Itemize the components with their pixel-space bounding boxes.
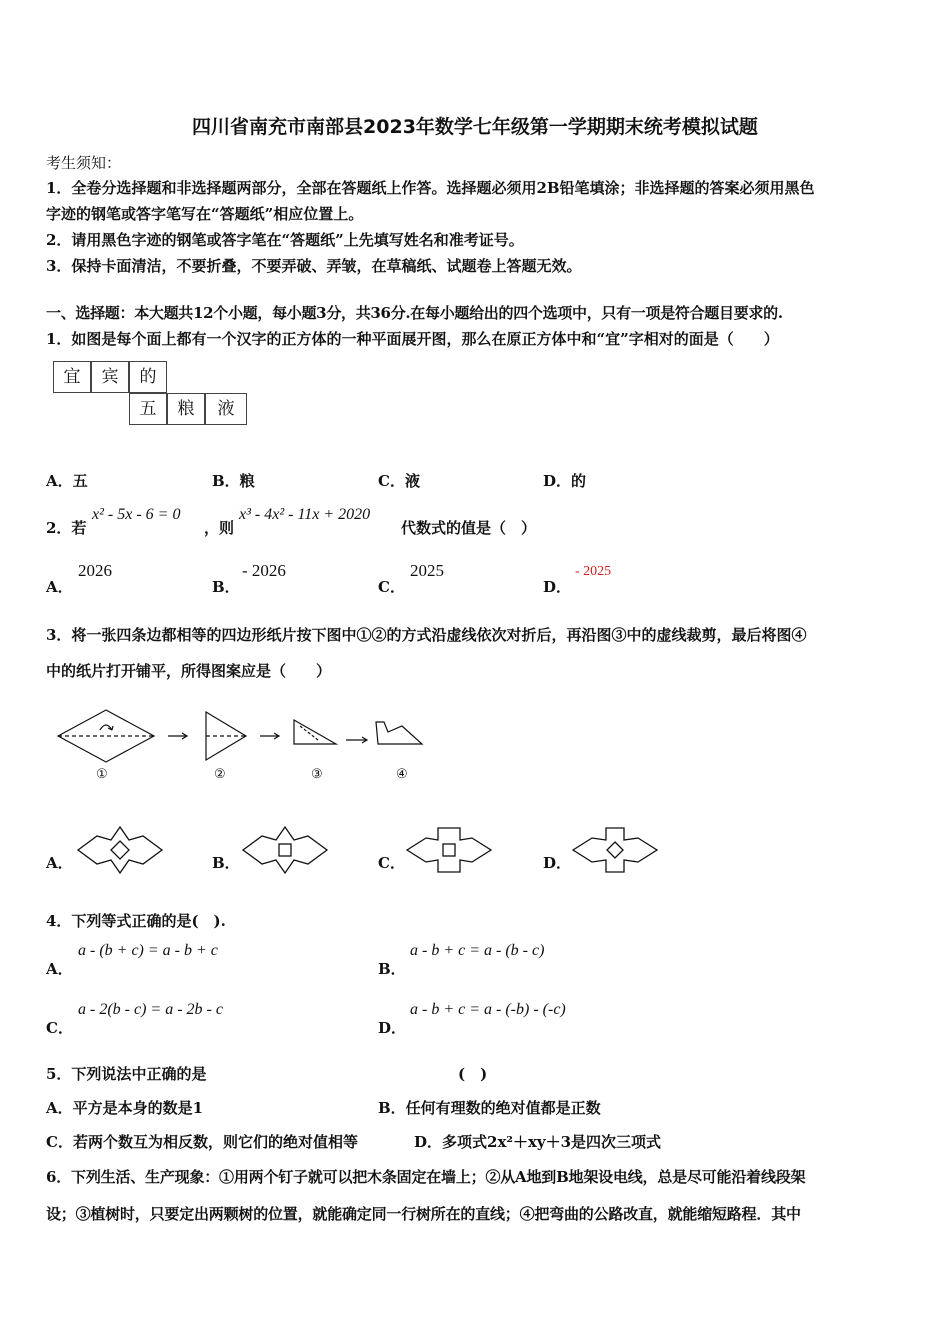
q2-expression: x³ - 4x² - 11x + 2020 [239, 506, 371, 523]
q6-stem-line2: 设；③植树时，只要定出两颗树的位置，就能确定同一行树所在的直线；④把弯曲的公路改直，就能缩短路程．其中 [46, 1205, 801, 1223]
q2-label-b[interactable]: B． [212, 578, 240, 596]
q4-label-c[interactable]: C． [46, 1019, 73, 1037]
net-cell: 宜 [53, 361, 91, 393]
q2-value-d: - 2025 [575, 564, 612, 579]
notice-item: 1．全卷分选择题和非选择题两部分，全部在答题纸上作答。选择题必须用2B铅笔填涂；非选择题的答案必须用黑色 [46, 179, 815, 197]
q5-option-a[interactable]: A．平方是本身的数是1 [46, 1099, 204, 1117]
q3-option-d[interactable]: D． [543, 854, 572, 872]
net-cell: 五 [129, 393, 167, 425]
q4-label-d[interactable]: D． [378, 1019, 407, 1037]
q2-prefix: 2．若 [46, 519, 87, 537]
page-title: 四川省南充市南部县2023年数学七年级第一学期期末统考模拟试题 [192, 116, 758, 138]
folding-steps-figure [50, 700, 450, 784]
q2-mid: ，则 [204, 519, 235, 537]
q2-label-d[interactable]: D． [543, 578, 572, 596]
q2-suffix: 代数式的值是（ ） [401, 519, 537, 537]
net-cell: 宾 [91, 361, 129, 393]
q3-option-c[interactable]: C． [378, 854, 405, 872]
q2-value-b: - 2026 [242, 561, 286, 580]
q1-option-c[interactable]: C．液 [378, 472, 420, 490]
q3-stem-line2: 中的纸片打开铺平，所得图案应是（ ） [46, 662, 332, 680]
q5-option-d[interactable]: D．多项式2x²＋xy＋3是四次三项式 [414, 1133, 662, 1151]
q4-expr-c: a - 2(b - c) = a - 2b - c [78, 1001, 223, 1018]
notice-item: 字迹的钢笔或答字笔写在“答题纸”相应位置上。 [46, 205, 364, 223]
q1-option-b[interactable]: B．粮 [212, 472, 255, 490]
q3-option-d-figure[interactable] [570, 822, 660, 878]
q1-option-d[interactable]: D．的 [543, 472, 587, 490]
q2-label-c[interactable]: C． [378, 578, 405, 596]
q4-label-a[interactable]: A． [46, 960, 73, 978]
step-label: ④ [396, 767, 408, 782]
step-label: ③ [311, 767, 323, 782]
q2-equation: x² - 5x - 6 = 0 [92, 506, 181, 523]
step-label: ① [96, 767, 108, 782]
q3-option-a[interactable]: A． [46, 854, 73, 872]
q4-expr-d: a - b + c = a - (-b) - (-c) [410, 1001, 566, 1018]
q5-option-b[interactable]: B．任何有理数的绝对值都是正数 [378, 1099, 601, 1117]
q2-label-a[interactable]: A． [46, 578, 73, 596]
q3-option-c-figure[interactable] [404, 822, 494, 878]
q5-paren: ( ) [458, 1065, 488, 1083]
q4-label-b[interactable]: B． [378, 960, 406, 978]
notice-heading: 考生须知： [46, 154, 122, 172]
net-cell: 粮 [167, 393, 205, 425]
q2-value-c: 2025 [410, 561, 444, 580]
q4-stem: 4．下列等式正确的是( ). [46, 912, 226, 930]
q3-stem-line1: 3．将一张四条边都相等的四边形纸片按下图中①②的方式沿虚线依次对折后，再沿图③中的虚线裁剪，最后将图④ [46, 626, 807, 644]
net-cell: 液 [205, 393, 247, 425]
q1-stem: 1．如图是每个面上都有一个汉字的正方体的一种平面展开图，那么在原正方体中和“宜”字相对的面是（ ） [46, 330, 779, 348]
q6-stem-line1: 6．下列生活、生产现象：①用两个钉子就可以把木条固定在墙上；②从A地到B地架设电线，总是尽可能沿着线段架 [46, 1168, 806, 1186]
net-cell: 的 [129, 361, 167, 393]
q3-option-b[interactable]: B． [212, 854, 240, 872]
notice-item: 2．请用黑色字迹的钢笔或答字笔在“答题纸”上先填写姓名和准考证号。 [46, 231, 524, 249]
q3-option-a-figure[interactable] [75, 824, 165, 876]
q1-option-a[interactable]: A．五 [46, 472, 88, 490]
q5-stem: 5．下列说法中正确的是 [46, 1065, 207, 1083]
q4-expr-a: a - (b + c) = a - b + c [78, 942, 218, 959]
section-heading: 一、选择题：本大题共12个小题，每小题3分，共36分.在每小题给出的四个选项中，只有一项是符合题目要求的. [46, 304, 783, 322]
step-label: ② [214, 767, 226, 782]
q5-option-c[interactable]: C．若两个数互为相反数，则它们的绝对值相等 [46, 1133, 358, 1151]
q4-expr-b: a - b + c = a - (b - c) [410, 942, 545, 959]
q2-value-a: 2026 [78, 561, 112, 580]
q3-option-b-figure[interactable] [240, 824, 330, 876]
notice-item: 3．保持卡面清洁，不要折叠，不要弄破、弄皱，在草稿纸、试题卷上答题无效。 [46, 257, 582, 275]
